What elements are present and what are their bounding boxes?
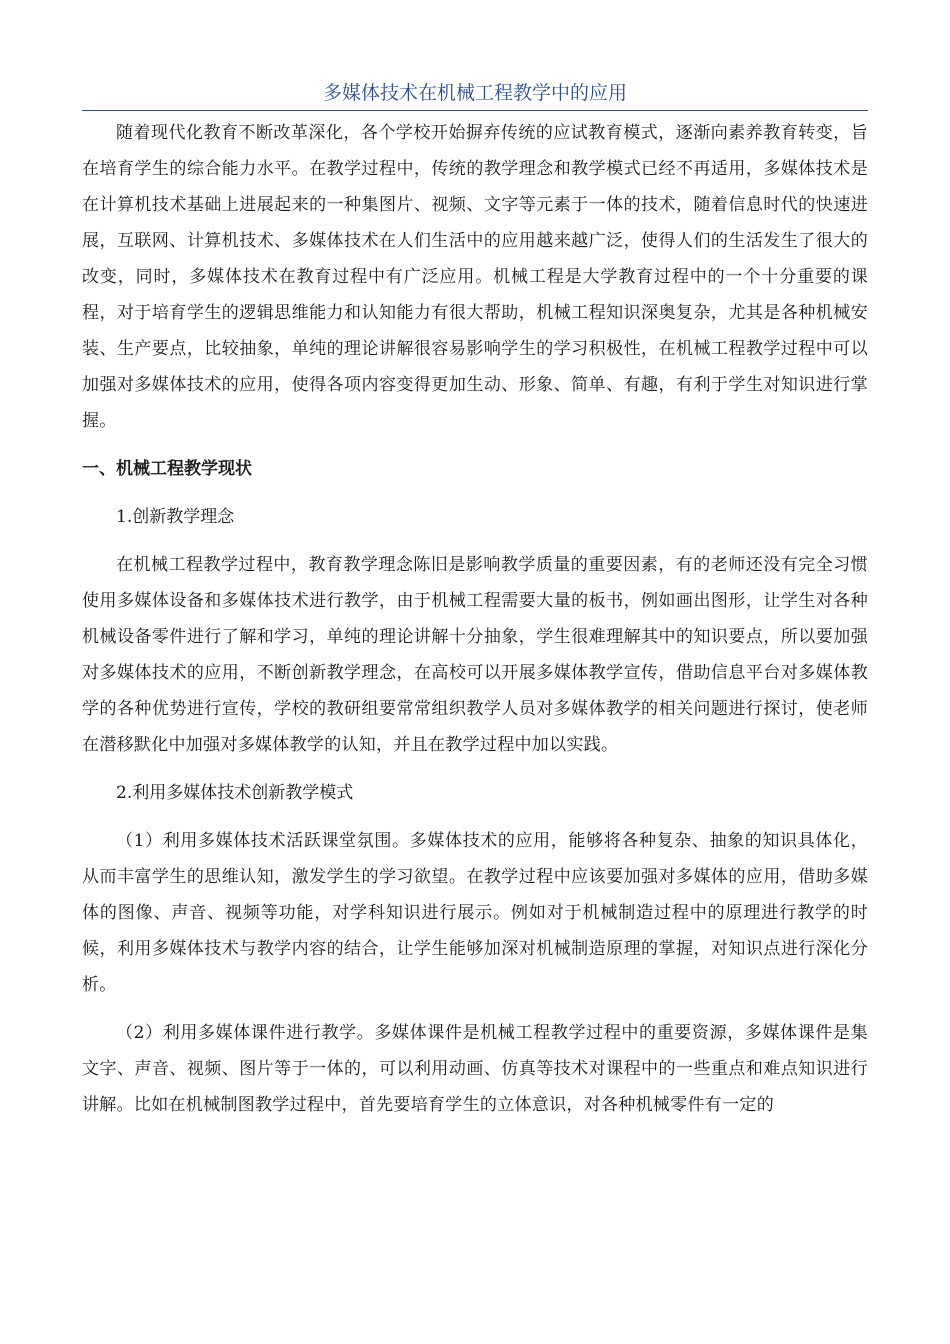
intro-paragraph: 随着现代化教育不断改革深化，各个学校开始摒弃传统的应试教育模式，逐渐向素养教育转变，旨在培育学生的综合能力水平。在教学过程中，传统的教学理念和教学模式已经不再适用，多媒体技术是在计算机技术基础上进展起来的一种集图片、视频、文字等元素于一体的技术，随着信息时代的快速进展，互联网、计算机技术、多媒体技术在人们生活中的应用越来越广泛，使得人们的生活发生了很大的改变，同时，多媒体技术在教育过程中有广泛应用。机械工程是大学教育过程中的一个十分重要的课程，对于培育学生的逻辑思维能力和认知能力有很大帮助，机械工程知识深奥复杂，尤其是各种机械安装、生产要点，比较抽象，单纯的理论讲解很容易影响学生的学习积极性，在机械工程教学过程中可以加强对多媒体技术的应用，使得各项内容变得更加生动、形象、简单、有趣，有利于学生对知识进行掌握。 xyxy=(82,123,868,431)
document-page xyxy=(82,78,868,1135)
subsection-heading-teaching-mode: 2.利用多媒体技术创新教学模式 xyxy=(116,783,354,803)
section-heading-status: 一、机械工程教学现状 xyxy=(82,459,252,479)
teaching-mode-paragraph-1: （1）利用多媒体技术活跃课堂氛围。多媒体技术的应用，能够将各种复杂、抽象的知识具体化，从而丰富学生的思维认知，激发学生的学习欲望。在教学过程中应该要加强对多媒体的应用，借助多媒体的图像、声音、视频等功能，对学科知识进行展示。例如对于机械制造过程中的原理进行教学的时候，利用多媒体技术与教学内容的结合，让学生能够加深对机械制造原理的掌握，对知识点进行深化分析。 xyxy=(82,831,868,995)
teaching-mode-paragraph-2: （2）利用多媒体课件进行教学。多媒体课件是机械工程教学过程中的重要资源，多媒体课件是集文字、声音、视频、图片等于一体的，可以利用动画、仿真等技术对课程中的一些重点和难点知识进行讲解。比如在机械制图教学过程中，首先要培育学生的立体意识，对各种机械零件有一定的 xyxy=(82,1023,868,1115)
document-title: 多媒体技术在机械工程教学中的应用 xyxy=(82,78,868,111)
subsection-heading-innovation: 1.创新教学理念 xyxy=(116,507,235,527)
innovation-paragraph: 在机械工程教学过程中，教育教学理念陈旧是影响教学质量的重要因素，有的老师还没有完全习惯使用多媒体设备和多媒体技术进行教学，由于机械工程需要大量的板书，例如画出图形，让学生对各种机械设备零件进行了解和学习，单纯的理论讲解十分抽象，学生很难理解其中的知识要点，所以要加强对多媒体技术的应用，不断创新教学理念，在高校可以开展多媒体教学宣传，借助信息平台对多媒体教学的各种优势进行宣传，学校的教研组要常常组织教学人员对多媒体教学的相关问题进行探讨，使老师在潜移默化中加强对多媒体教学的认知，并且在教学过程中加以实践。 xyxy=(82,555,868,755)
